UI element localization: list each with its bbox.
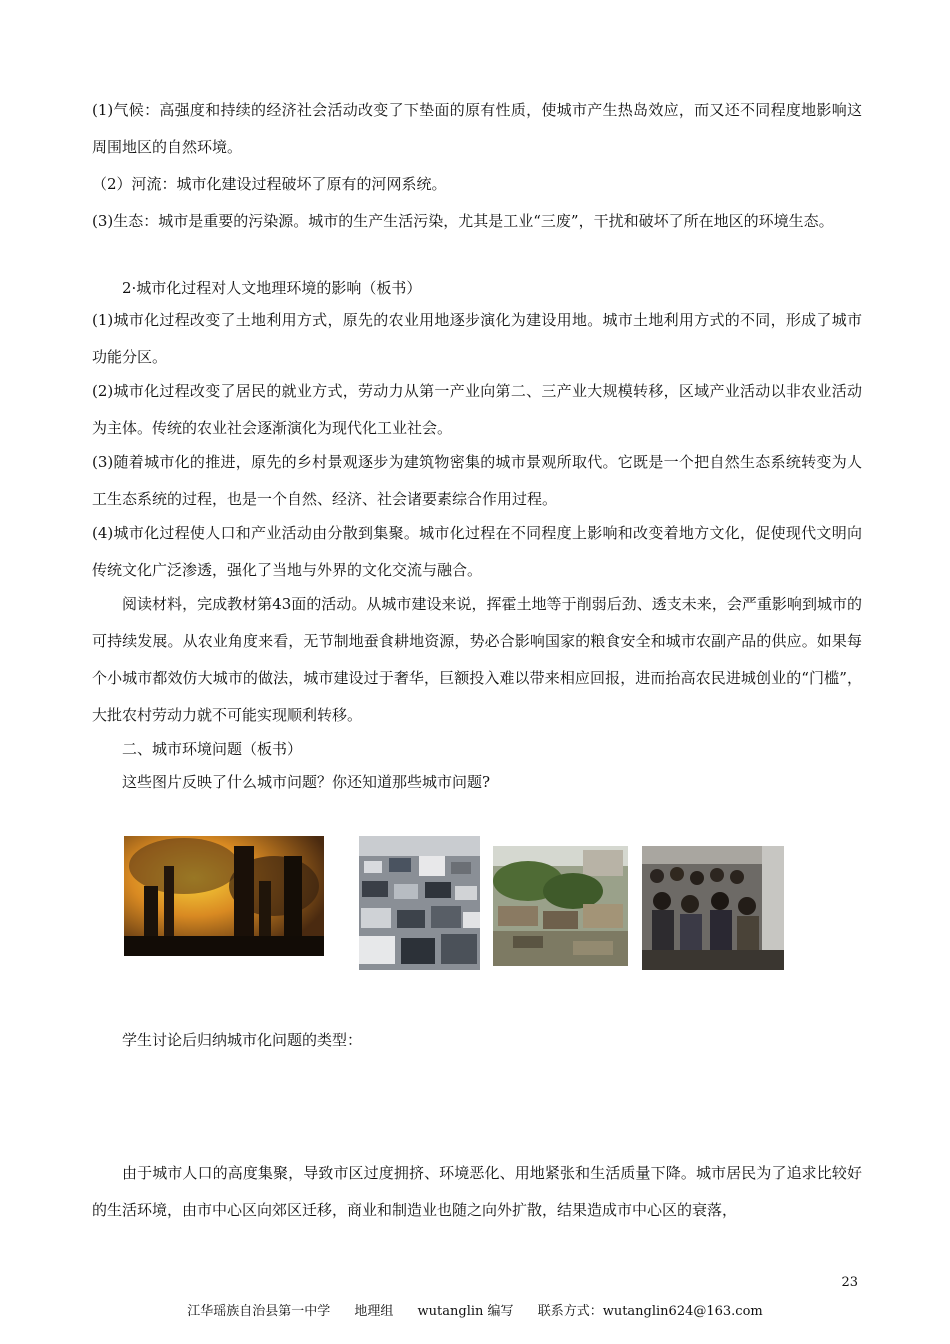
page-footer [0, 1300, 950, 1319]
paragraph-urban-problems: 由于城市人口的高度集聚，导致市区过度拥挤、环境恶化、用地紧张和生活质量下降。城市居民为了追求比较好的生活环境，由市中心区向郊区迁移，商业和制造业也随之向外扩散，结果造成市中心区的衰落， [92, 1164, 862, 1219]
paragraph-land-use: (1)城市化过程改变了土地利用方式，原先的农业用地逐步演化为建设用地。城市土地利用方式的不同，形成了城市功能分区。 [92, 311, 862, 366]
paragraph-rivers: （2）河流：城市化建设过程破坏了原有的河网系统。 [92, 175, 447, 193]
section-heading-environment-problems: 二、城市环境问题（板书） [122, 740, 303, 758]
paragraph-discussion: 学生讨论后归纳城市化问题的类型： [122, 1031, 363, 1049]
footer-group: 地理组 [354, 1304, 394, 1319]
footer-author: wutanglin 编写 [417, 1304, 514, 1319]
photo-traffic-congestion [359, 836, 480, 970]
footer-contact: 联系方式：wutanglin624@163.com [537, 1304, 763, 1319]
page-number: 23 [841, 1275, 858, 1290]
paragraph-reading-activity: 阅读材料，完成教材第43面的活动。从城市建设来说，挥霍土地等于削弱后劲、透支未来，会严重影响到城市的可持续发展。从农业角度来看，无节制地蚕食耕地资源，势必合影响国家的粮食安全和城市农副产品的供应。如果每个小城市都效仿大城市的做法，城市建设过于奢华，巨额投入难以带来相应回报，进而抬高农民进城创业的“门槛”，大批农村劳动力就不可能实现顺利转移。 [92, 595, 862, 724]
question-text: 这些图片反映了什么城市问题？你还知道那些城市问题? [122, 773, 491, 791]
footer-school: 江华瑶族自治县第一中学 [187, 1304, 331, 1319]
photo-industrial-pollution [124, 836, 324, 956]
paragraph-culture: (4)城市化过程使人口和产业活动由分散到集聚。城市化过程在不同程度上影响和改变着地方文化，促使现代文明向传统文化广泛渗透，强化了当地与外界的文化交流与融合。 [92, 524, 862, 579]
paragraph-landscape: (3)随着城市化的推进，原先的乡村景观逐步为建筑物密集的城市景观所取代。它既是一个把自然生态系统转变为人工生态系统的过程，也是一个自然、经济、社会诸要素综合作用过程。 [92, 453, 862, 508]
section-heading-human-geography: 2·城市化过程对人文地理环境的影响（板书） [122, 279, 422, 297]
photo-crowded-people [642, 846, 784, 970]
paragraph-ecology: (3)生态：城市是重要的污染源。城市的生产生活污染，尤其是工业“三废”，干扰和破坏了所在地区的环境生态。 [92, 212, 834, 230]
photo-urban-slum [493, 846, 628, 966]
paragraph-climate: (1)气候：高强度和持续的经济社会活动改变了下垫面的原有性质，使城市产生热岛效应，而又还不同程度地影响这周围地区的自然环境。 [92, 101, 862, 156]
paragraph-employment: (2)城市化过程改变了居民的就业方式，劳动力从第一产业向第二、三产业大规模转移，区域产业活动以非农业活动为主体。传统的农业社会逐渐演化为现代化工业社会。 [92, 382, 862, 437]
